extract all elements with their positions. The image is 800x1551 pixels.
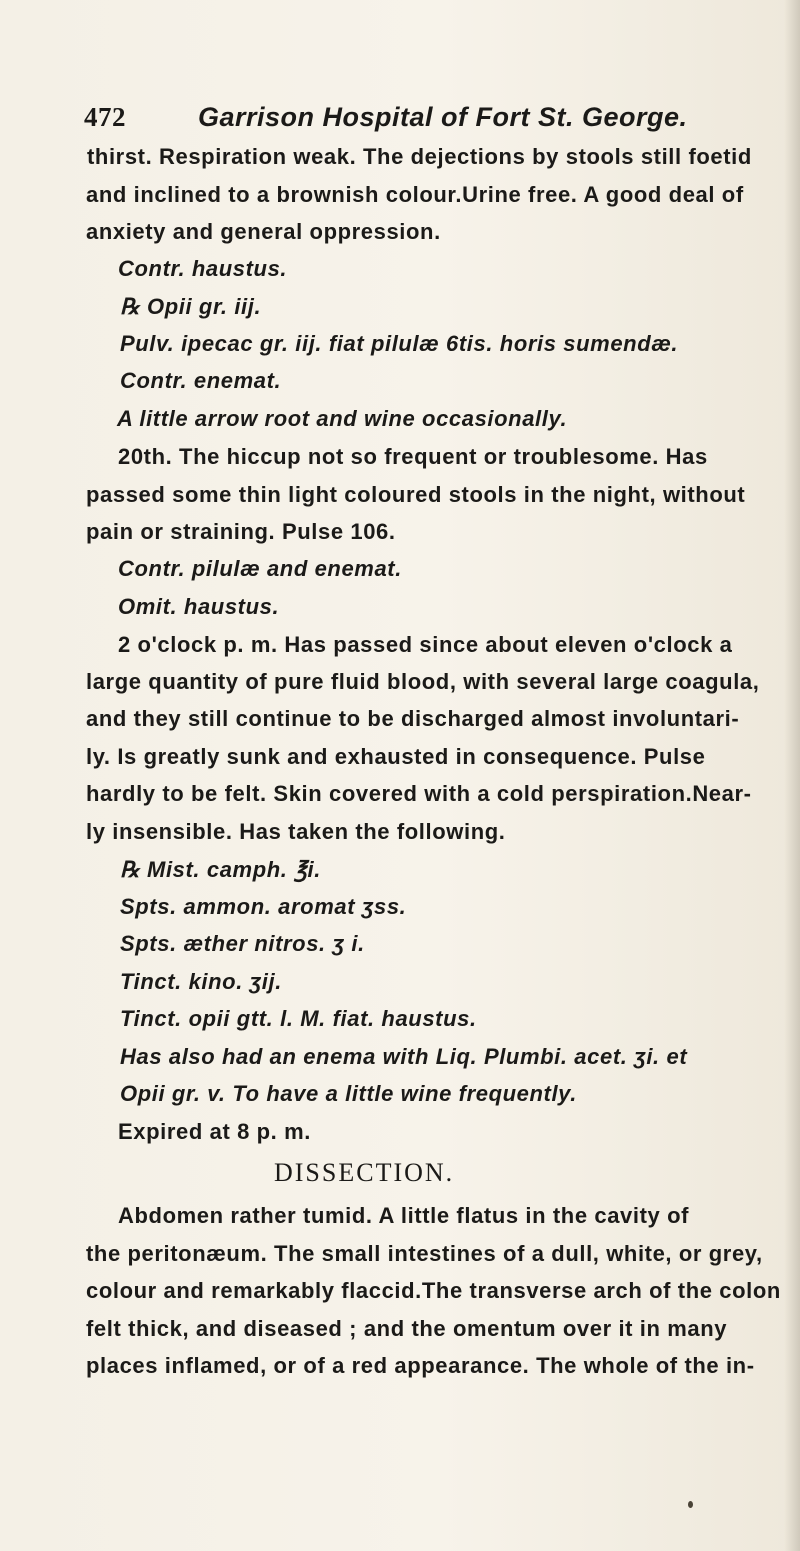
- text-line-23: Tinct. kino. ʒij.: [120, 969, 282, 994]
- text-line-10: passed some thin light coloured stools in the night, without: [86, 482, 746, 507]
- text-line-7: Contr. enemat.: [120, 368, 282, 393]
- page-number: 472: [84, 102, 126, 132]
- text-line-2: and inclined to a brownish colour.Urine free. A good deal of: [86, 182, 744, 207]
- text-line-16: and they still continue to be discharged almost involuntari-: [86, 706, 740, 731]
- text-line-8: A little arrow root and wine occasionally.: [117, 406, 568, 431]
- text-line-22: Spts. æther nitros. ʒ i.: [120, 931, 365, 956]
- text-line-4: Contr. haustus.: [118, 256, 288, 281]
- text-line-1: thirst. Respiration weak. The dejections by stools still foetid: [87, 144, 752, 169]
- page-mark-dot: [688, 1501, 693, 1508]
- text-line-33: places inflamed, or of a red appearance. The whole of the in-: [86, 1353, 755, 1378]
- text-line-12: Contr. pilulæ and enemat.: [118, 556, 402, 581]
- text-line-20: ℞ Mist. camph. ℥i.: [120, 857, 321, 882]
- text-line-17: ly. Is greatly sunk and exhausted in consequence. Pulse: [86, 744, 706, 769]
- text-line-26: Opii gr. v. To have a little wine frequently.: [120, 1081, 577, 1106]
- page-edge-shadow: [784, 0, 800, 1551]
- text-line-30: the peritonæum. The small intestines of a dull, white, or grey,: [86, 1241, 763, 1266]
- text-line-19: ly insensible. Has taken the following.: [86, 819, 506, 844]
- page-header: [84, 102, 764, 138]
- text-line-3: anxiety and general oppression.: [86, 219, 441, 244]
- text-line-21: Spts. ammon. aromat ʒss.: [120, 894, 407, 919]
- text-line-25: Has also had an enema with Liq. Plumbi. acet. ʒi. et: [120, 1044, 688, 1069]
- text-line-11: pain or straining. Pulse 106.: [86, 519, 396, 544]
- text-line-24: Tinct. opii gtt. l. M. fiat. haustus.: [120, 1006, 477, 1031]
- text-line-14: 2 o'clock p. m. Has passed since about eleven o'clock a: [118, 632, 733, 657]
- text-line-27: Expired at 8 p. m.: [118, 1119, 311, 1144]
- text-line-9: 20th. The hiccup not so frequent or troublesome. Has: [118, 444, 708, 469]
- running-title: Garrison Hospital of Fort St. George.: [198, 102, 688, 132]
- text-line-15: large quantity of pure fluid blood, with several large coagula,: [86, 669, 760, 694]
- text-line-6: Pulv. ipecac gr. iij. fiat pilulæ 6tis. horis sumendæ.: [120, 331, 679, 356]
- text-line-13: Omit. haustus.: [118, 594, 280, 619]
- text-line-5: ℞ Opii gr. iij.: [120, 294, 262, 319]
- text-line-31: colour and remarkably flaccid.The transverse arch of the colon: [86, 1278, 781, 1303]
- section-heading: DISSECTION.: [274, 1158, 455, 1187]
- text-line-18: hardly to be felt. Skin covered with a cold perspiration.Near-: [86, 781, 752, 806]
- text-line-29: Abdomen rather tumid. A little flatus in the cavity of: [118, 1203, 690, 1228]
- text-line-32: felt thick, and diseased ; and the omentum over it in many: [86, 1316, 728, 1341]
